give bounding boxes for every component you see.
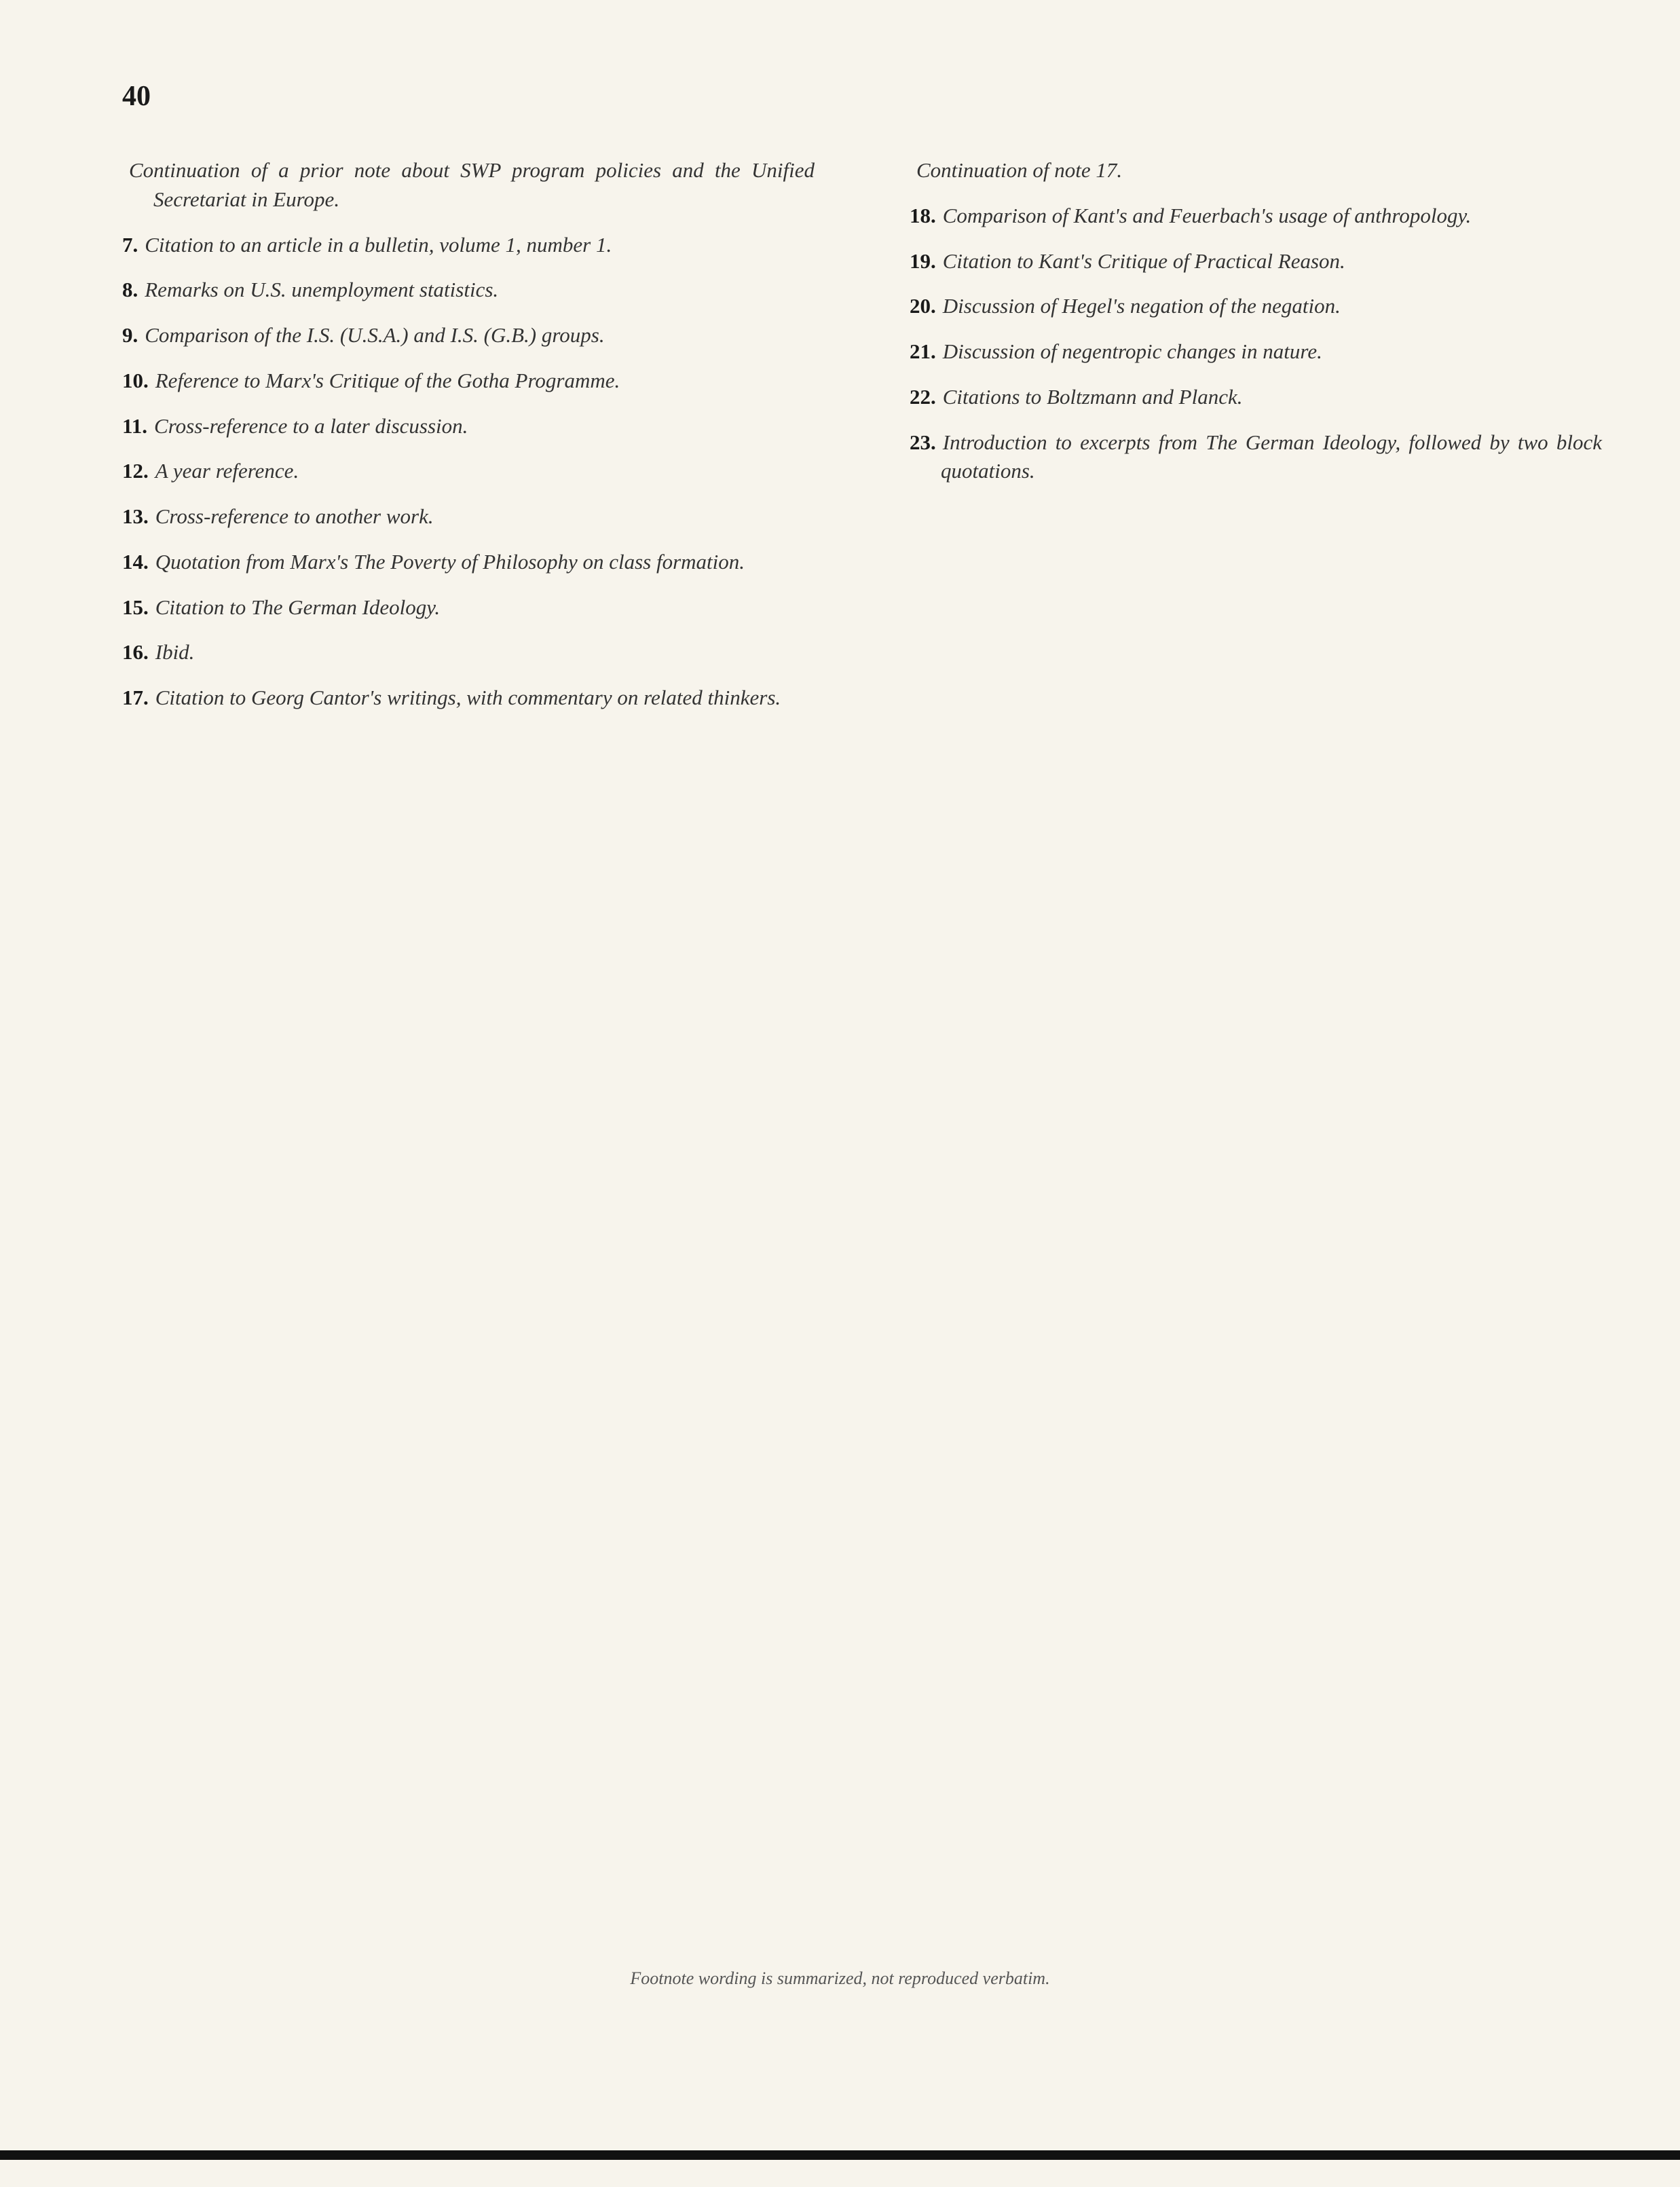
page-bottom-rule — [0, 2150, 1680, 2160]
footnote-summary: Cross-reference to another work. — [155, 504, 434, 529]
footnote-number: 10. — [122, 368, 149, 392]
footnote-number: 21. — [910, 339, 936, 364]
footnote — [122, 156, 815, 214]
footnote — [122, 457, 815, 486]
footnote-summary: Quotation from Marx's The Poverty of Philosophy on class formation. — [155, 549, 745, 574]
footnote-summary: Reference to Marx's Critique of the Gotha Programme. — [155, 368, 620, 392]
footnote-number: 16. — [122, 640, 149, 665]
footnote-summary: Citation to Kant's Critique of Practical Reason. — [942, 248, 1345, 273]
footnote-number: 15. — [122, 595, 149, 619]
footnote-summary: Discussion of negentropic changes in nature. — [942, 339, 1322, 364]
footnote-summary: A year reference. — [155, 459, 299, 483]
footnote — [910, 337, 1602, 367]
footnote — [910, 428, 1602, 487]
footnote-number: 7. — [122, 232, 138, 257]
footnote — [122, 276, 815, 305]
footnote-number: 13. — [122, 504, 149, 529]
footnote-number: 23. — [910, 430, 936, 454]
footnote — [122, 502, 815, 531]
footnote-summary: Citation to The German Ideology. — [155, 595, 441, 619]
footnote-summary: Continuation of note 17. — [916, 158, 1123, 182]
footnote-summary: Cross-reference to a later discussion. — [154, 413, 468, 438]
left-column — [122, 156, 815, 729]
footnote-summary: Introduction to excerpts from The German Ideology, followed by two block quotations. — [941, 430, 1602, 483]
footnote-number: 18. — [910, 203, 936, 227]
footnote-number: 14. — [122, 549, 149, 574]
footnote — [910, 247, 1602, 276]
footnote — [910, 202, 1602, 231]
footnote-number: 19. — [910, 248, 936, 273]
summary-notice: Footnote wording is summarized, not reproduced verbatim. — [630, 1968, 1050, 1988]
footnote-number: 17. — [122, 686, 149, 710]
footnote-summary: Continuation of a prior note about SWP program policies and the Unified Secretariat in Europe. — [129, 158, 815, 211]
footnote-number: 9. — [122, 323, 138, 348]
footnote-summary: Discussion of Hegel's negation of the negation. — [942, 294, 1341, 318]
page-number: 40 — [122, 81, 151, 112]
footnote-summary: Remarks on U.S. unemployment statistics. — [145, 278, 499, 302]
footnote — [910, 156, 1602, 185]
footnote — [122, 684, 815, 713]
footnote-summary: Comparison of Kant's and Feuerbach's usage of anthropology. — [942, 203, 1472, 227]
footnote — [122, 548, 815, 577]
footnote — [122, 367, 815, 396]
footnote-number: 12. — [122, 459, 149, 483]
footnote — [122, 412, 815, 441]
footnote-number: 20. — [910, 294, 936, 318]
footnote-number: 11. — [122, 413, 148, 438]
footnote — [910, 383, 1602, 412]
footnote — [122, 231, 815, 260]
footnote-summary: Citations to Boltzmann and Planck. — [942, 384, 1243, 409]
footnote — [122, 321, 815, 350]
footnote-number: 22. — [910, 384, 936, 409]
footnote — [910, 292, 1602, 321]
footnote-summary: Citation to Georg Cantor's writings, with commentary on related thinkers. — [155, 686, 781, 710]
footnote-summary: Ibid. — [155, 640, 195, 665]
footnote — [122, 593, 815, 622]
footnote-summary: Citation to an article in a bulletin, volume 1, number 1. — [145, 232, 612, 257]
footnote-number: 8. — [122, 278, 138, 302]
footnote-summary: Comparison of the I.S. (U.S.A.) and I.S. (G.B.) groups. — [145, 323, 605, 348]
right-column — [910, 156, 1602, 502]
footnote — [122, 638, 815, 667]
